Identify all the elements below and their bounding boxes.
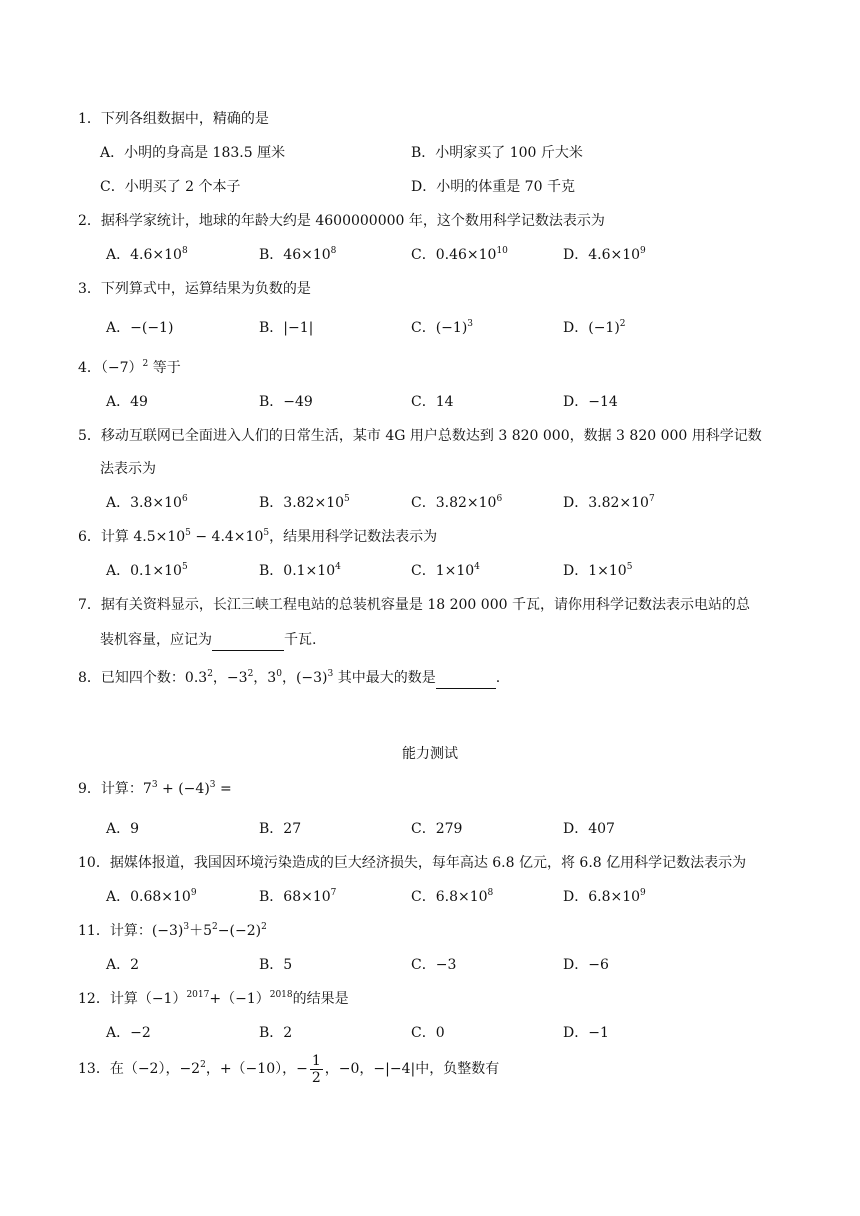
question-10-option-d: D．$6.8\times 10^9$ [563,888,646,905]
question-5-option-b: B．$3.82\times 10^5$ [259,494,350,511]
question-8-stem: 8．已知四个数：$0.3^2$，$-3^2$，$3^0$，$(-3)^3$ 其中最大的数是 . [78,668,500,689]
question-11-option-b: B．5 [259,957,293,973]
question-6-option-d: D．$1\times 10^5$ [563,562,633,579]
question-9-option-b: B．27 [259,821,302,837]
question-1-stem: 1．下列各组数据中，精确的是 [78,111,269,127]
question-10-stem: 10．据媒体报道，我国因环境污染造成的巨大经济损失，每年高达 6.8 亿元，将 6.8 亿用科学记数法表示为 [78,855,747,871]
question-3-stem: 3．下列算式中，运算结果为负数的是 [78,281,311,297]
question-12-option-a: A．−2 [106,1025,151,1041]
question-7-stem-line-1: 7．据有关资料显示，长江三峡工程电站的总装机容量是 18 200 000 千瓦，请你用科学记数法表示电站的总 [78,597,750,613]
question-5-stem-line-2: 法表示为 [100,461,156,477]
question-11-option-a: A．2 [106,957,140,973]
question-12-option-b: B．2 [259,1025,293,1041]
question-5-option-a: A．$3.8\times 10^6$ [106,494,188,511]
section-title: 能力测试 [402,746,458,762]
question-3-option-b: B．|−1| [259,320,314,336]
question-11-stem: 11．计算：$(-3)^3+5^2-(-2)^2$ [78,922,267,939]
question-4-option-a: A．49 [106,394,148,410]
question-7-answer-blank[interactable] [212,630,284,651]
question-11-option-c: C．−3 [411,957,457,973]
question-6-option-a: A．$0.1\times 10^5$ [106,562,188,579]
question-6-stem: 6．计算 $4.5\times 10^5 - 4.4\times 10^5$，结果用科学记数法表示为 [78,528,438,545]
question-8-answer-blank[interactable] [436,668,496,689]
question-13-stem: 13．在（−2），$-2^2$，+（−10），− $\frac{1}{2}$ ，−0，−|−4|中，负整数有 [78,1052,500,1086]
question-12-option-d: D．−1 [563,1025,609,1041]
question-9-option-a: A．9 [106,821,140,837]
question-3-option-a: A．−(−1) [106,320,174,336]
question-2-option-d: D．$4.6\times 10^9$ [563,246,646,263]
question-2-option-a: A．$4.6\times 10^8$ [106,246,188,263]
question-10-option-c: C．$6.8\times 10^8$ [411,888,494,905]
question-5-option-d: D．$3.82\times 10^7$ [563,494,655,511]
question-6-option-b: B．$0.1\times 10^4$ [259,562,341,579]
question-11-option-d: D．−6 [563,957,609,973]
question-1-option-c: C．小明买了 2 个本子 [100,179,241,195]
question-10-option-a: A．$0.68\times 10^9$ [106,888,197,905]
question-1-option-d: D．小明的体重是 70 千克 [411,179,575,195]
question-2-option-b: B．$46\times 10^8$ [259,246,337,263]
question-4-option-c: C．14 [411,394,454,410]
question-1-option-a: A．小明的身高是 183.5 厘米 [100,145,286,161]
question-9-stem: 9．计算：$7^3 + (-4)^3$ = [78,780,232,797]
question-9-option-d: D．407 [563,821,615,837]
question-10-option-b: B．$68\times 10^7$ [259,888,337,905]
question-12-option-c: C．0 [411,1025,445,1041]
question-7-stem-line-2: 装机容量，应记为 千瓦. [100,630,316,651]
one-half-fraction: $\frac{1}{2}$ [311,1052,321,1086]
question-2-option-c: C．$0.46\times 10^{10}$ [411,246,508,263]
question-4-option-b: B．−49 [259,394,313,410]
question-12-stem: 12．计算$(-1)^{2017}+(-1)^{2018}$的结果是 [78,990,349,1007]
question-1-option-b: B．小明家买了 100 斤大米 [411,145,583,161]
question-6-option-c: C．$1\times 10^4$ [411,562,480,579]
question-4-option-d: D．−14 [563,394,618,410]
question-9-option-c: C．279 [411,821,463,837]
question-4-stem: 4．$(-7)^2$ 等于 [78,359,181,376]
question-5-option-c: C．$3.82\times 10^6$ [411,494,503,511]
question-3-option-d: D．$(-1)^2$ [563,319,626,336]
question-2-stem: 2．据科学家统计，地球的年龄大约是 4600000000 年，这个数用科学记数法表示为 [78,213,605,229]
question-3-option-c: C．$(-1)^3$ [411,319,474,336]
question-5-stem-line-1: 5．移动互联网已全面进入人们的日常生活，某市 4G 用户总数达到 3 820 000，数据 3 820 000 用科学记数 [78,428,762,444]
